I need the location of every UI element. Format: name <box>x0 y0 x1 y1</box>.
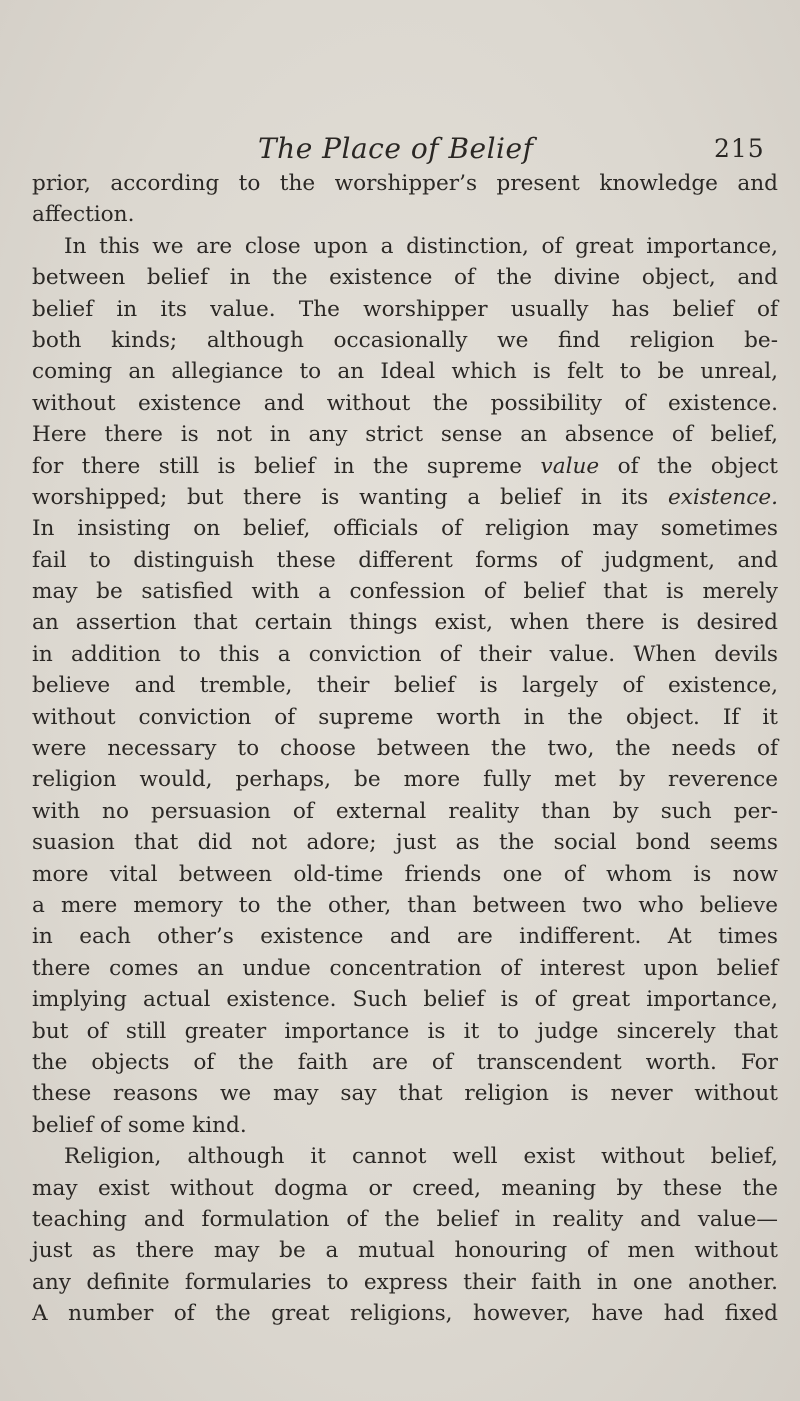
text-line: Here there is not in any strict sense an absence of belief, <box>32 422 778 448</box>
text-line: there comes an undue concentration of interest upon belief <box>32 955 778 981</box>
text-line: without existence and without the possibility of existence. <box>32 390 778 416</box>
text-line: these reasons we may say that religion is never without <box>32 1081 778 1107</box>
text-line: without conviction of supreme worth in the object. If it <box>32 704 778 730</box>
text-line: implying actual existence. Such belief is of great importance, <box>32 987 778 1013</box>
text-segment: of the object <box>599 453 778 479</box>
text-line: believe and tremble, their belief is largely of existence, <box>32 673 778 699</box>
text-line: teaching and formulation of the belief in reality and value— <box>32 1206 778 1232</box>
paragraph-start-line: Religion, although it cannot well exist without belief, <box>64 1144 778 1170</box>
text-line: prior, according to the worshipper’s present knowledge and <box>32 171 778 196</box>
text-line: belief of some kind. <box>32 1112 247 1138</box>
text-line: in addition to this a conviction of their value. When devils <box>32 641 778 667</box>
text-line <box>32 451 778 482</box>
emphasis-existence: existence. <box>667 484 778 510</box>
text-line: a mere memory to the other, than between two who believe <box>32 892 778 918</box>
text-line: religion would, perhaps, be more fully met by reverence <box>32 767 778 793</box>
text-line: an assertion that certain things exist, when there is desired <box>32 610 778 636</box>
body-text <box>32 168 778 1329</box>
text-line: the objects of the faith are of transcendent worth. For <box>32 1049 778 1075</box>
text-line: just as there may be a mutual honouring of men without <box>32 1238 778 1264</box>
text-line: may be satisfied with a confession of belief that is merely <box>32 579 778 605</box>
text-line: In insisting on belief, officials of religion may sometimes <box>32 516 778 542</box>
running-head <box>0 132 800 172</box>
emphasis-value: value <box>540 453 600 479</box>
page-number: 215 <box>714 134 765 163</box>
text-line: both kinds; although occasionally we find religion be- <box>32 327 778 353</box>
text-segment: worshipped; but there is wanting a belief in its <box>32 484 668 510</box>
text-line: in each other’s existence and are indifferent. At times <box>32 924 778 950</box>
text-line: coming an allegiance to an Ideal which is felt to be unreal, <box>32 359 778 385</box>
text-line: but of still greater importance is it to judge sincerely that <box>32 1018 778 1044</box>
running-title: The Place of Belief <box>258 132 534 165</box>
text-segment: for there still is belief in the supreme <box>32 453 541 479</box>
text-line: any definite formularies to express their faith in one another. <box>32 1269 778 1295</box>
text-line: more vital between old-time friends one of whom is now <box>32 861 778 887</box>
text-line: affection. <box>32 202 135 228</box>
paragraph-start-line: In this we are close upon a distinction, of great importance, <box>64 233 778 259</box>
text-line <box>32 482 778 513</box>
text-line: A number of the great religions, however, have had fixed <box>32 1301 778 1327</box>
text-line: suasion that did not adore; just as the social bond seems <box>32 830 778 856</box>
text-line: belief in its value. The worshipper usually has belief of <box>32 296 778 322</box>
text-line: with no persuasion of external reality than by such per- <box>32 798 778 824</box>
text-line: were necessary to choose between the two, the needs of <box>32 736 778 762</box>
text-line: fail to distinguish these different forms of judgment, and <box>32 547 778 573</box>
text-line: may exist without dogma or creed, meaning by these the <box>32 1175 778 1201</box>
text-line: between belief in the existence of the divine object, and <box>32 265 778 291</box>
